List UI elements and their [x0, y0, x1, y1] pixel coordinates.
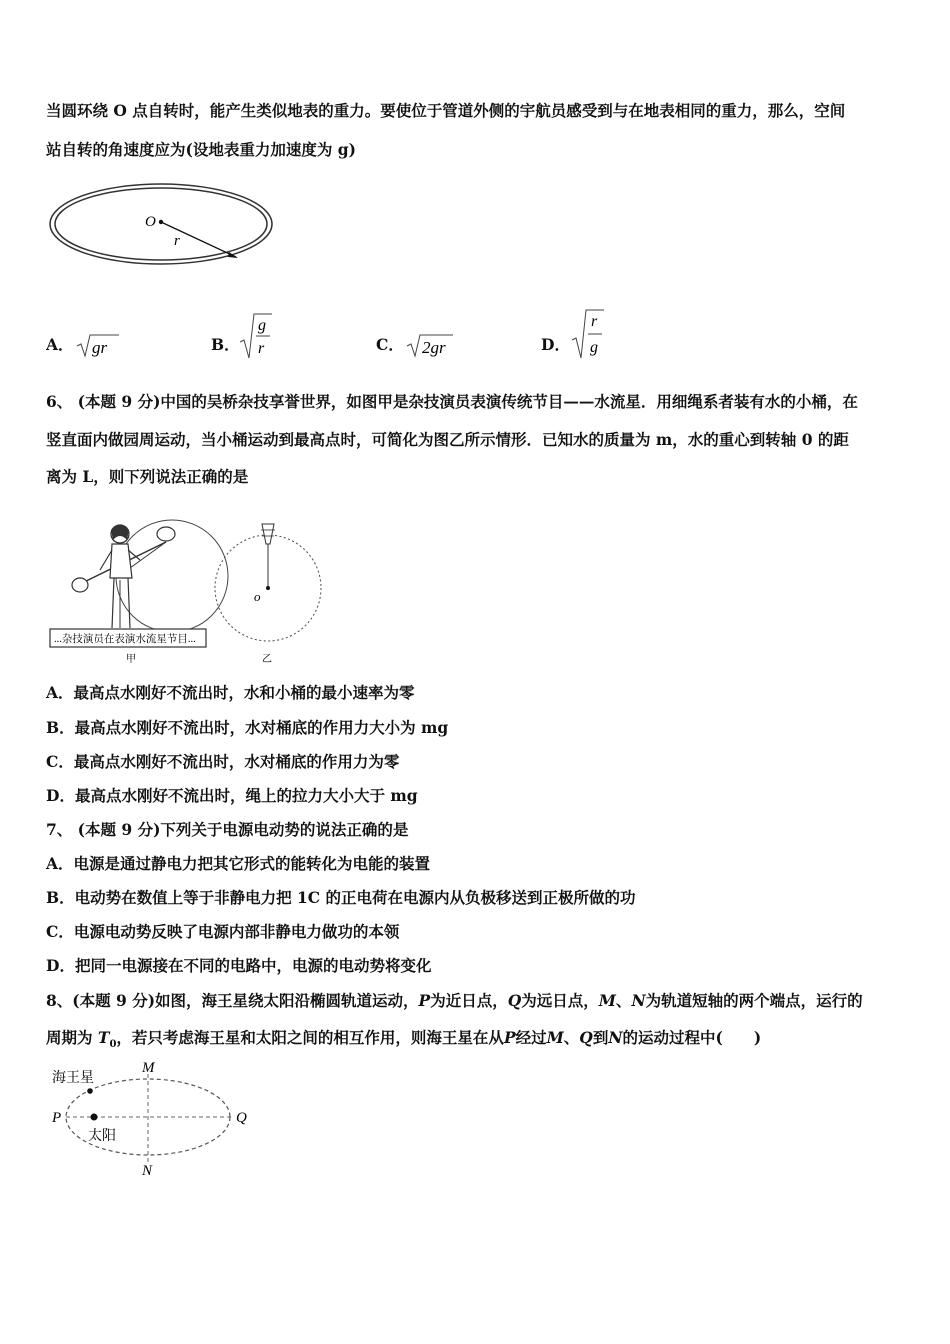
- q8-point-M: M: [598, 991, 616, 1010]
- q5-option-b-num: g: [258, 317, 266, 334]
- q5-option-a-expr: gr: [92, 338, 108, 357]
- q5-text-line2: 站自转的角速度应为(设地表重力加速度为 g): [46, 140, 356, 159]
- q6-option-b: B．最高点水刚好不流出时，水对桶底的作用力大小为 mg: [46, 718, 449, 737]
- q5-option-d-num: r: [591, 313, 598, 330]
- water-meteor-figure: [48, 500, 328, 670]
- q5-option-b-letter: B．: [211, 335, 240, 354]
- q6-stem-line2: 竖直面内做园周运动，当小桶运动到最高点时，可简化为图乙所示情形．已知水的质量为 m，水的重心到转轴 0 的距: [46, 430, 849, 449]
- q8-period-T: T: [97, 1028, 110, 1047]
- q7-option-c: C．电源电动势反映了电源内部非静电力做功的本领: [46, 922, 400, 941]
- q5-option-d-letter: D．: [541, 335, 570, 354]
- q7-option-d: D．把同一电源接在不同的电路中，电源的电动势将变化: [46, 956, 432, 975]
- figure-label-yi: 乙: [262, 654, 272, 665]
- q5-option-c-expr: 2gr: [422, 338, 446, 357]
- q8-sep-2: 、: [563, 1028, 580, 1047]
- q8-text-2d: 到: [592, 1028, 609, 1047]
- label-o: o: [254, 589, 261, 604]
- q8-point-Q-2: Q: [579, 1028, 593, 1047]
- q8-text-2c: 经过: [515, 1028, 547, 1047]
- q7-option-b: B．电动势在数值上等于非静电力把 1C 的正电荷在电源内从负极移送到正极所做的功: [46, 888, 636, 907]
- q8-text-2b: ，若只考虑海王星和太阳之间的相互作用，则海王星在从: [116, 1028, 504, 1047]
- q8-point-N-2: N: [608, 1028, 623, 1047]
- q6-stem-line3: 离为 L，则下列说法正确的是: [46, 467, 249, 486]
- label-neptune: 海王星: [52, 1071, 94, 1086]
- label-M: M: [142, 1060, 155, 1076]
- q5-text-line1: 当圆环绕 O 点自转时，能产生类似地表的重力。要使位于管道外侧的宇航员感受到与在地表相同的重力，那么，空间: [46, 101, 846, 120]
- q8-text-1a: 8、(本题 9 分)如图，海王星绕太阳沿椭圆轨道运动，: [46, 991, 419, 1010]
- q6-option-c: C．最高点水刚好不流出时，水对桶底的作用力为零: [46, 752, 400, 771]
- label-r: r: [174, 233, 180, 249]
- q7-option-a: A．电源是通过静电力把其它形式的能转化为电能的装置: [46, 854, 431, 873]
- q8-text-1b: 为近日点，: [430, 991, 508, 1010]
- figure-label-jia: 甲: [126, 654, 136, 665]
- sun-icon: [91, 1114, 98, 1121]
- q5-option-d-den: g: [590, 339, 598, 356]
- q5-option-b-den: r: [258, 340, 265, 357]
- q8-stem-line2: [46, 1027, 761, 1056]
- q6-stem-line1: 6、 (本题 9 分)中国的吴桥杂技享誉世界，如图甲是杂技演员表演传统节目——水流星．用细绳系者装有水的小桶，在: [46, 392, 858, 411]
- q8-text-1d: 为轨道短轴的两个端点，运行的: [645, 991, 863, 1010]
- q8-stem-line1: [46, 990, 863, 1012]
- neptune-orbit-figure: [48, 1058, 258, 1180]
- q8-point-P-2: P: [503, 1028, 516, 1047]
- q8-point-Q: Q: [507, 991, 522, 1010]
- q8-text-2e: 的运动过程中( ): [622, 1028, 762, 1047]
- q5-option-c-formula: [405, 330, 455, 360]
- label-O: O: [145, 214, 156, 230]
- q5-option-a-formula: [75, 330, 121, 360]
- q6-option-a: A．最高点水刚好不流出时，水和小桶的最小速率为零: [46, 683, 415, 702]
- label-Q: Q: [236, 1110, 247, 1126]
- q8-period-sub: 0: [109, 1039, 117, 1051]
- q5-option-a-letter: A．: [46, 335, 74, 354]
- q8-point-P: P: [418, 991, 431, 1010]
- q6-option-d: D．最高点水刚好不流出时，绳上的拉力大小大于 mg: [46, 786, 418, 805]
- q8-sep: 、: [615, 991, 632, 1010]
- space-station-ring-figure: [48, 182, 280, 272]
- figure-caption-jia: ...杂技演员在表演水流星节目...: [54, 634, 196, 645]
- q5-option-b-formula: [238, 310, 274, 362]
- q7-stem: 7、 (本题 9 分)下列关于电源电动势的说法正确的是: [46, 820, 409, 839]
- neptune-icon: [87, 1088, 93, 1094]
- q5-option-d-formula: [570, 306, 606, 362]
- q8-point-M-2: M: [546, 1028, 564, 1047]
- q8-text-2a: 周期为: [46, 1028, 98, 1047]
- label-sun: 太阳: [88, 1129, 116, 1144]
- label-P: P: [52, 1110, 62, 1126]
- q5-option-c-letter: C．: [376, 335, 404, 354]
- q8-text-1c: 为远日点，: [521, 991, 599, 1010]
- q8-point-N: N: [631, 991, 646, 1010]
- label-N: N: [142, 1163, 153, 1179]
